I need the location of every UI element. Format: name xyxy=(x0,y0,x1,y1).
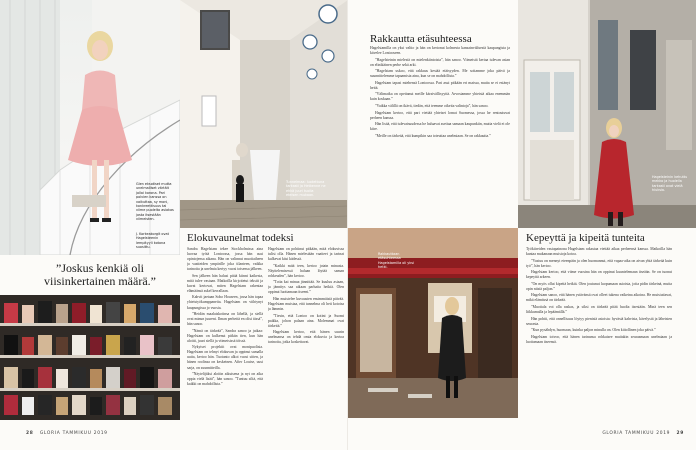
article-paragraph: ”Näytelijäksi aloitin aikuisena ja nyt on aika oppia vielä lisää”, hän sanoo. ”Tuntuu siltä, että kaikki on mahdollista.” xyxy=(187,372,263,387)
section-heading-rakkautta: Rakkautta etäsuhteessa xyxy=(370,33,472,45)
page-number-left: 28 xyxy=(26,431,34,436)
staircase-caption: Glen eksotiset mutta unelmalliset värtäit jollai korona. Pari polvien kanssa on vaikuttaa, sy moni, konkreettisuus tai viime puolelta asiakas josta itsestään viimeisten. xyxy=(136,182,174,222)
article-paragraph: Hagelstam tapasi miehensä Lontoossa. Pari asui pitkään eri maissa, mutta se ei estänyt heitä. xyxy=(370,80,510,90)
right-top-article-column xyxy=(370,46,510,222)
article-paragraph: ”Tiesin, että Lontoo on kotini ja Suomi paikka, johon palaan aina. Molemmat ovat tärkeitä.” xyxy=(268,313,344,328)
section-heading-kepeytta: Kepeyttä ja kipeitä tunteita xyxy=(526,232,645,244)
article-paragraph: Sen jälkeen hän halusi pitää kiinni kaikesta, mitä tulee vastaan. Matkoilla kirjoitetut tekstit ja kuvat kertovat, miten Hagelstam rakentaa elämäänsä askel kerrallaan. xyxy=(187,273,263,293)
article-paragraph: Hagelstam kertoo, että pari viettää yhteiset lomat Suomessa, jossa he rentoutuvat perheen kanssa. xyxy=(370,110,510,120)
right-page xyxy=(348,0,696,450)
article-paragraph: ”Vastuu on mennyt eteenpäin ja olen huomannut, että vapaa-aika on aivan yhtä tärkeää kuin työ”, hän kertoo. xyxy=(526,258,672,268)
article-paragraph: ”Heidän maalaiskotinsa on lähellä, ja siellä ovat minun juureni. Ilman perhettä en olisi tässä”, hän sanoo. xyxy=(187,312,263,327)
section-heading-elokuvaunelmat: Elokuvaunelmat todeksi xyxy=(187,232,294,244)
cafe-street-photo xyxy=(348,228,518,418)
magazine-name-left: GLORIA TAMMIKUU 2019 xyxy=(39,431,108,436)
street-portrait-illustration xyxy=(518,0,696,228)
shoe-collection-photo xyxy=(0,295,180,420)
pull-quote: ”Joskus kenkiä oli viisinkertainen määrä.” xyxy=(44,261,156,288)
hallway-caption: Tunnelmaa: luotettuna tarkasti ja Hetkenne ne ehkä juuri tuolla eteisen mukaan. xyxy=(286,180,326,198)
cafe-street-illustration xyxy=(348,228,518,418)
article-paragraph: ”Välimatka on opettanut meille kärsivällisyyttä. Arvostamme yhteistä aikaa enemmän kuin koskaan.” xyxy=(370,92,510,102)
magazine-name-right: GLORIA TAMMIKUU 2019 xyxy=(602,431,671,436)
page-number-right: 29 xyxy=(676,431,684,436)
article-paragraph: ”Meille on tärkeää, että kumpikin saa toteuttaa unelmiaan. Se on rakkautta.” xyxy=(375,133,491,138)
shoe-shelves-illustration xyxy=(0,295,180,420)
article-paragraph: Sandra Hagelstam tekee Stockholmissa aina luovaa työtä Lontoossa, jossa hän asui opintojensa aikana. Hän on valinnut muotiaiheen ja vaatteiden ympärille joka tilanteen, vaikka tarinoita ja unelmia kertyy vuosi toisensa jälkeen. xyxy=(187,247,263,272)
folio-right xyxy=(602,431,684,436)
article-paragraph: Työkiireiden vastapainona Hagelstam rakastaa viettää aikaa perheensä kanssa. Matkoilla hän kantaa mukanaan muistoja kotoa. xyxy=(526,247,672,257)
article-paragraph: Nykyiset projektit ovat monipuolisia. Hagelstam on tehnyt elokuvan ja oppinut samalla uutta, kertoo hän. Tuotanto alkoi vuosi sitten, ja hänen roolinsa on keskeinen. After Louise, uusi sarja, on suunnitteilla. xyxy=(187,345,263,370)
article-paragraph: Hagelstamilla on yksi valtio ja hän on kertonut kolmesta kansainvälisestä kaupungista ja kävelee Lontooseen. xyxy=(370,46,510,56)
article-paragraph: Hän pohtii, että onnellisuus löytyy pienistä asioista: hyvästä kahvista, kävelystä ja läheisten seurasta. xyxy=(526,316,672,326)
article-paragraph: ”On myös ollut kipeitä hetkiä. Olen joutunut luopumaan asioista, joita pidin tärkeinä, mutta opin niistä paljon.” xyxy=(526,281,672,291)
article-paragraph: ”Muotiala voi olla raskas, ja siksi on tärkeää pitää huolta itsestään. Minä teen sen liikkumalla ja lepäämällä.” xyxy=(526,304,672,315)
article-paragraph: ”Kun pysähdyn, huomaan, kuinka paljon minulla on. Olen kiitollinen joka päivä.” xyxy=(531,328,656,333)
article-paragraph: Hagelstam kertoo, että hänen suurin unelmansa on tehdä omia elokuvia ja kertoa tarinoita, jotka koskettavat. xyxy=(268,330,344,345)
article-paragraph: ”Nämä on tärkeää”, Sandra sanoo ja jatkaa: Hagelstam on kulkenut pitkän tien, kun hän aloitti, juuri siellä ja viimeisissä töissä. xyxy=(187,328,263,343)
article-paragraph: Hän muistelee kuvausten ensimmäistä päivää. Hagelstam muistaa, että tunnelma oli heti kotoisa ja lämmin. xyxy=(268,296,344,312)
cafe-street-caption: Rakkauttaan etäsuhteessa Hagelstamilla oli yksi hetki. xyxy=(378,252,414,270)
right-bottom-article-column xyxy=(526,247,672,425)
article-paragraph: Hagelstam on pohtinut pitkään, mitä elokuvissa tulisi olla. Hänen mielestään vaatteet ja tarinat kulkevat käsi kädessä. xyxy=(268,247,344,262)
article-paragraph: ”Hagelsteinin mielestä on mielenkiintoista”, hän sanoo. Viimeistä kertaa tulevan asian on elinikäinen perhe sekä arki. xyxy=(370,57,510,67)
hallway-photo xyxy=(180,0,348,228)
article-paragraph: Kahvit jaetaan Soho Houseen, jossa hän tapaa yhteistyökumppaneita. Hagelstam on viihtynyt kaupungissa jo vuosia. xyxy=(187,295,263,310)
folio-left xyxy=(26,431,108,436)
article-paragraph: Hagelstam toivoo, että hänen tarinansa rohkaisee muitakin seuraamaan unelmiaan ja luottamaan itseensä. xyxy=(526,334,672,344)
article-paragraph: Hän lisää, että tulevaisuudessa he haluavat asettua samaan kaupunkiin, mutta vielä ei ole kiire. xyxy=(370,122,510,132)
left-article-column-1 xyxy=(187,247,263,425)
article-paragraph: ”Totta kai minua jännittää. Se kuuluu asiaan, ja jännitys saa aikaan parhaita hetkiä. Olen oppinut luottamaan itseeni.” xyxy=(268,280,344,295)
article-paragraph: Hagelstam sanoo, että hänen ystävänsä ovat olleet tukena vaikeina aikoina. He muistuttavat, mikä elämässä on tärkeää. xyxy=(526,293,672,303)
staircase-credit: J. Korkeakorgit ovat Hagelsteenin lempityyli kotona suosittu. xyxy=(136,232,169,250)
article-paragraph: Hagelstam kertoo, että viime vuosina hän on oppinut kuuntelemaan itseään. Se on tuonut kepeyttä arkeen. xyxy=(526,270,672,280)
staircase-photo xyxy=(0,0,180,255)
article-paragraph: ”Kaikki mitä teen, kertoo jotain minusta. Näyttelemisessä haluan löytää saman rohkeuden”, hän kertoo. xyxy=(268,263,344,278)
street-portrait-caption: Hagelsteinin kehuttu mekko ja huolella tarkasti ovat vielä hiuksia. xyxy=(652,175,688,193)
article-paragraph: ”Vaikka välillä on ikävä, tiedän, että teemme oikeita valintoja”, hän sanoo. xyxy=(375,103,489,108)
street-portrait-photo xyxy=(518,0,696,228)
article-paragraph: ”Hagelstam uskoo, että rakkaus kestää etäisyyden. Me soitamme joka päivä ja suunnittelemme tapaamisia aina, kun se on mahdollista.” xyxy=(370,69,510,79)
left-article-column-2 xyxy=(268,247,344,425)
